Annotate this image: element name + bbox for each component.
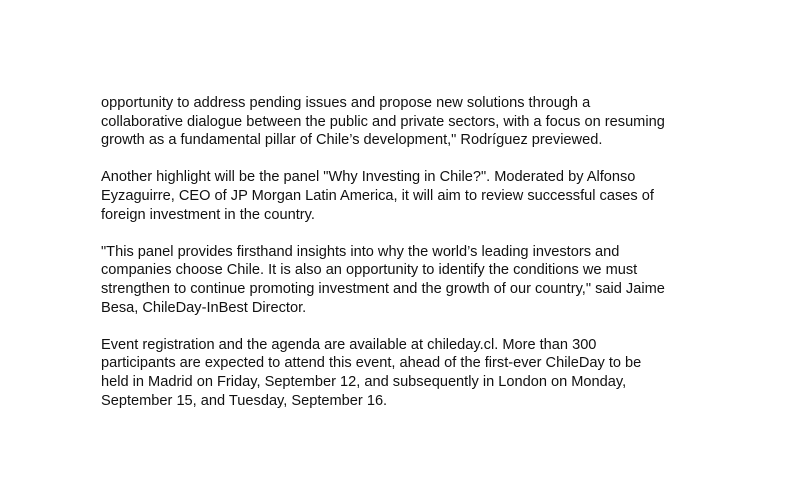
paragraph-panel-highlight: [101, 168, 721, 224]
paragraph-line: opportunity to address pending issues and propose new solutions through a: [101, 95, 591, 111]
paragraph-line: strengthen to continue promoting investment and the growth of our country," said Jaime: [101, 280, 665, 297]
paragraph-event-registration: [101, 336, 721, 410]
paragraph-line: "This panel provides firsthand insights into why the world’s leading investors and: [101, 243, 620, 260]
paragraph-line: collaborative dialogue between the public and private sectors, with a focus on resuming: [101, 113, 665, 130]
paragraph-line: growth as a fundamental pillar of Chile’s development," Rodríguez previewed.: [101, 132, 603, 149]
paragraph-line: Event registration and the agenda are available at chileday.cl. More than 300: [101, 336, 597, 353]
paragraph-line: held in Madrid on Friday, September 12, and subsequently in London on Monday,: [101, 373, 627, 390]
paragraph-line: September 15, and Tuesday, September 16.: [101, 392, 388, 409]
paragraph-rodriguez-quote-end: [101, 94, 721, 150]
paragraph-besa-quote: [101, 243, 721, 317]
paragraph-line: foreign investment in the country.: [101, 206, 315, 223]
article-body: [101, 94, 721, 429]
paragraph-line: Besa, ChileDay-InBest Director.: [101, 299, 307, 316]
paragraph-line: participants are expected to attend this event, ahead of the first-ever ChileDay to be: [101, 355, 642, 372]
paragraph-line: companies choose Chile. It is also an opportunity to identify the conditions we must: [101, 262, 638, 279]
paragraph-line: Eyzaguirre, CEO of JP Morgan Latin America, it will aim to review successful cases of: [101, 187, 654, 204]
paragraph-line: Another highlight will be the panel "Why Investing in Chile?". Moderated by Alfonso: [101, 169, 636, 186]
